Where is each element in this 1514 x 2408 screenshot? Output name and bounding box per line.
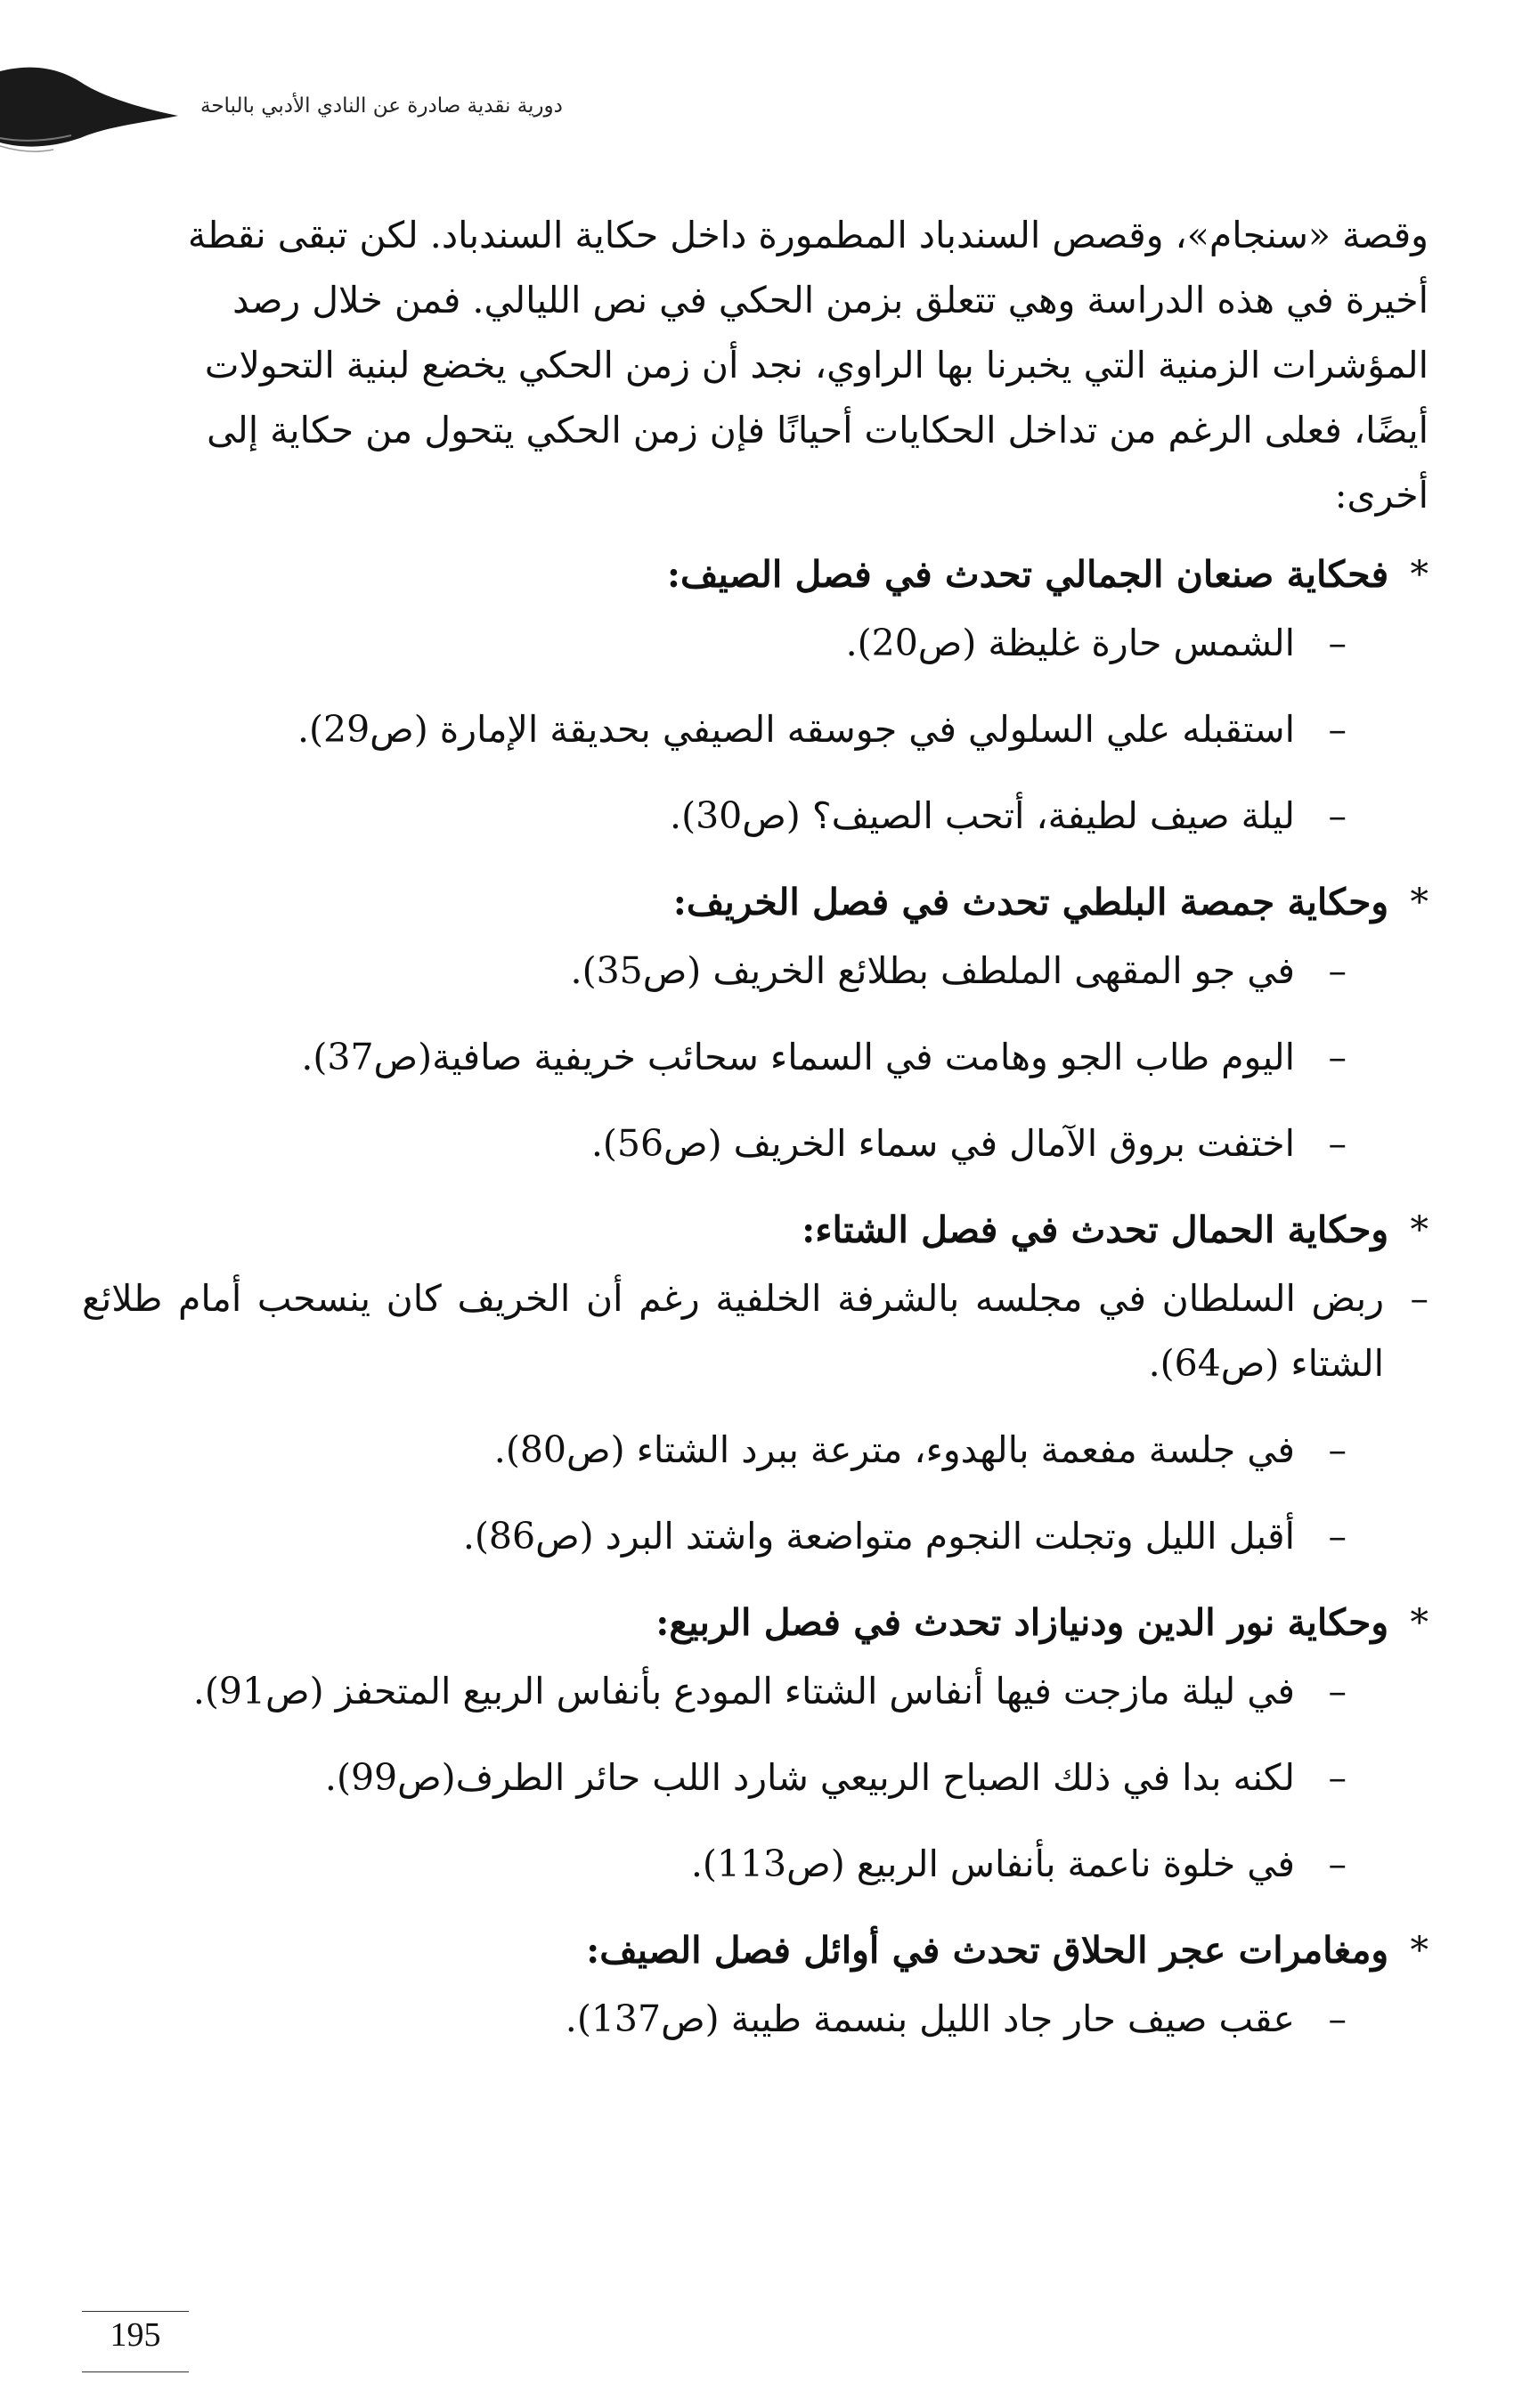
quote-list [82, 1987, 1429, 2052]
section-early-summer [82, 1918, 1429, 2052]
dash-marker: – [1328, 1670, 1347, 1712]
dash-marker: – [1328, 1122, 1347, 1165]
section-winter [82, 1198, 1429, 1569]
intro-line: أخيرة في هذه الدراسة وهي تتعلق بزمن الحكي في نص الليالي. فمن خلال رصد [232, 279, 1429, 321]
dash-marker: – [1328, 1036, 1347, 1078]
quote-list [82, 611, 1429, 849]
list-item-text: في خلوة ناعمة بأنفاس الربيع (ص113). [690, 1843, 1295, 1885]
section-autumn [82, 870, 1429, 1176]
list-item-text: اختفت بروق الآمال في سماء الخريف (ص56). [590, 1122, 1295, 1165]
dash-marker: – [1328, 1843, 1347, 1885]
dash-marker: – [1410, 1277, 1429, 1320]
quote-list [82, 939, 1429, 1176]
dash-marker: – [1328, 1428, 1347, 1471]
list-item-text: أقبل الليل وتجلت النجوم متواضعة واشتد البرد (ص86). [462, 1515, 1295, 1558]
dash-marker: – [1328, 1756, 1347, 1799]
section-heading-text: وحكاية نور الدين ودنيازاد تحدث في فصل الربيع: [655, 1601, 1389, 1644]
list-item [82, 611, 1429, 676]
list-item-text: في جلسة مفعمة بالهدوء، مترعة ببرد الشتاء (ص80). [493, 1428, 1295, 1471]
intro-paragraph [82, 203, 1429, 528]
footer-rule-top [82, 2311, 189, 2312]
list-item-text: عقب صيف حار جاد الليل بنسمة طيبة (ص137). [565, 1997, 1295, 2040]
list-item [82, 1832, 1429, 1897]
list-item-text: ربض السلطان في مجلسه بالشرفة الخلفية رغم أن الخريف كان ينسحب أمام طلائع الشتاء (ص64). [82, 1277, 1384, 1385]
section-heading [82, 1198, 1429, 1263]
bullet-star: * [1410, 1929, 1429, 1972]
bullet-star: * [1410, 881, 1429, 923]
footer-rule-bottom [82, 2371, 189, 2372]
bullet-star: * [1410, 553, 1429, 596]
list-item-text: في ليلة مازجت فيها أنفاس الشتاء المودع بأنفاس الربيع المتحفز (ص91). [192, 1670, 1295, 1712]
dash-marker: – [1328, 949, 1347, 992]
dash-marker: – [1328, 1997, 1347, 2040]
intro-line: المؤشرات الزمنية التي يخبرنا بها الراوي، نجد أن زمن الحكي يخضع لبنية التحولات [204, 344, 1429, 386]
list-item [82, 1745, 1429, 1810]
intro-line: وقصة «سنجام»، وقصص السندباد المطمورة داخل حكاية السندباد. لكن تبقى نقطة [187, 214, 1429, 256]
list-item-text: ليلة صيف لطيفة، أتحب الصيف؟ (ص30). [670, 794, 1295, 837]
list-item [82, 1418, 1429, 1483]
bullet-star: * [1410, 1208, 1429, 1251]
header-ornament-icon [0, 53, 178, 160]
page-number: 195 [110, 2316, 161, 2354]
list-item [82, 1987, 1429, 2052]
intro-line: أخرى: [1334, 474, 1429, 517]
section-heading [82, 1918, 1429, 1983]
list-item [82, 1266, 1429, 1396]
dash-marker: – [1328, 708, 1347, 751]
list-item [82, 1659, 1429, 1724]
body-text [82, 203, 1429, 2073]
list-item [82, 1111, 1429, 1176]
section-spring [82, 1590, 1429, 1897]
bullet-star: * [1410, 1601, 1429, 1644]
section-heading-text: وحكاية الحمال تحدث في فصل الشتاء: [802, 1208, 1389, 1251]
quote-list [82, 1659, 1429, 1897]
dash-marker: – [1328, 794, 1347, 837]
section-summer [82, 542, 1429, 849]
list-item-text: اليوم طاب الجو وهامت في السماء سحائب خريفية صافية(ص37). [301, 1036, 1295, 1078]
list-item [82, 939, 1429, 1004]
section-heading-text: فحكاية صنعان الجمالي تحدث في فصل الصيف: [666, 553, 1389, 596]
running-head: دورية نقدية صادرة عن النادي الأدبي بالباحة [200, 94, 563, 118]
list-item [82, 697, 1429, 762]
section-heading [82, 542, 1429, 607]
section-heading-text: وحكاية جمصة البلطي تحدث في فصل الخريف: [672, 881, 1389, 923]
list-item-text: استقبله علي السلولي في جوسقه الصيفي بحديقة الإمارة (ص29). [297, 708, 1295, 751]
dash-marker: – [1328, 1515, 1347, 1558]
section-heading [82, 1590, 1429, 1656]
list-item-text: الشمس حارة غليظة (ص20). [845, 622, 1295, 664]
quote-list [82, 1266, 1429, 1569]
section-heading-text: ومغامرات عجر الحلاق تحدث في أوائل فصل الصيف: [586, 1929, 1389, 1972]
list-item [82, 784, 1429, 849]
list-item [82, 1025, 1429, 1090]
intro-line: أيضًا، فعلى الرغم من تداخل الحكايات أحيانًا فإن زمن الحكي يتحول من حكاية إلى [207, 409, 1429, 452]
section-heading [82, 870, 1429, 935]
dash-marker: – [1328, 622, 1347, 664]
list-item-text: في جو المقهى الملطف بطلائع الخريف (ص35). [570, 949, 1295, 992]
list-item-text: لكنه بدا في ذلك الصباح الربيعي شارد اللب حائر الطرف(ص99). [324, 1756, 1295, 1799]
list-item [82, 1504, 1429, 1569]
